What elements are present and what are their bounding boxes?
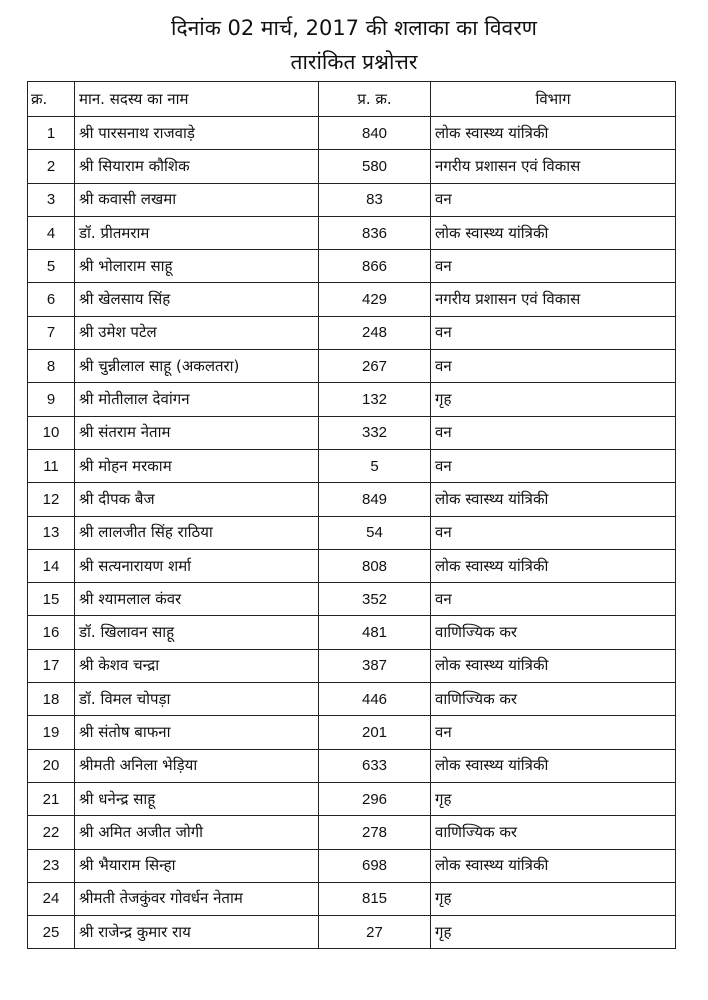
member-name-cell: श्री अमित अजीत जोगी <box>75 816 319 849</box>
department-cell: वन <box>431 316 676 349</box>
serial-cell: 11 <box>28 449 75 482</box>
department-cell: नगरीय प्रशासन एवं विकास <box>431 150 676 183</box>
member-name-cell: श्री चुन्नीलाल साहू (अकलतरा) <box>75 350 319 383</box>
member-name-cell: श्री भोलाराम साहू <box>75 250 319 283</box>
question-no-cell: 27 <box>319 916 431 949</box>
table-row <box>28 749 676 782</box>
starred-questions-table <box>27 81 676 949</box>
serial-cell: 16 <box>28 616 75 649</box>
department-cell: नगरीय प्रशासन एवं विकास <box>431 283 676 316</box>
serial-cell: 22 <box>28 816 75 849</box>
question-no-cell: 296 <box>319 782 431 815</box>
table-row <box>28 649 676 682</box>
serial-cell: 15 <box>28 583 75 616</box>
table-row <box>28 150 676 183</box>
table-row <box>28 416 676 449</box>
department-cell: गृह <box>431 916 676 949</box>
member-name-cell: श्री धनेन्द्र साहू <box>75 782 319 815</box>
table-row <box>28 882 676 915</box>
department-cell: वाणिज्यिक कर <box>431 683 676 716</box>
table-body <box>28 117 676 949</box>
serial-cell: 3 <box>28 183 75 216</box>
member-name-cell: डॉ. विमल चोपड़ा <box>75 683 319 716</box>
serial-cell: 23 <box>28 849 75 882</box>
department-cell: लोक स्वास्थ्य यांत्रिकी <box>431 749 676 782</box>
table-row <box>28 849 676 882</box>
member-name-cell: श्री केशव चन्द्रा <box>75 649 319 682</box>
department-cell: वन <box>431 449 676 482</box>
department-cell: वन <box>431 716 676 749</box>
department-cell: लोक स्वास्थ्य यांत्रिकी <box>431 649 676 682</box>
serial-cell: 17 <box>28 649 75 682</box>
table-row <box>28 283 676 316</box>
serial-cell: 13 <box>28 516 75 549</box>
department-cell: लोक स्वास्थ्य यांत्रिकी <box>431 117 676 150</box>
member-name-cell: श्रीमती अनिला भेड़िया <box>75 749 319 782</box>
department-cell: लोक स्वास्थ्य यांत्रिकी <box>431 483 676 516</box>
table-row <box>28 816 676 849</box>
table-row <box>28 616 676 649</box>
member-name-cell: श्री भैयाराम सिन्हा <box>75 849 319 882</box>
table-row <box>28 216 676 249</box>
question-no-cell: 352 <box>319 583 431 616</box>
department-cell: गृह <box>431 882 676 915</box>
member-name-cell: श्री खेलसाय सिंह <box>75 283 319 316</box>
member-name-cell: श्री मोतीलाल देवांगन <box>75 383 319 416</box>
department-cell: वन <box>431 250 676 283</box>
question-no-cell: 332 <box>319 416 431 449</box>
department-cell: लोक स्वास्थ्य यांत्रिकी <box>431 849 676 882</box>
serial-cell: 8 <box>28 350 75 383</box>
question-no-cell: 808 <box>319 549 431 582</box>
department-cell: गृह <box>431 782 676 815</box>
table-row <box>28 916 676 949</box>
department-cell: लोक स्वास्थ्य यांत्रिकी <box>431 549 676 582</box>
question-no-cell: 840 <box>319 117 431 150</box>
question-no-cell: 83 <box>319 183 431 216</box>
department-cell: वन <box>431 350 676 383</box>
department-cell: वाणिज्यिक कर <box>431 816 676 849</box>
department-cell: गृह <box>431 383 676 416</box>
table-header-row <box>28 82 676 117</box>
question-no-cell: 278 <box>319 816 431 849</box>
member-name-cell: श्री श्यामलाल कंवर <box>75 583 319 616</box>
table-row <box>28 483 676 516</box>
question-no-cell: 815 <box>319 882 431 915</box>
header-member-name: मान. सदस्य का नाम <box>75 82 319 117</box>
header-department: विभाग <box>431 82 676 117</box>
member-name-cell: श्री कवासी लखमा <box>75 183 319 216</box>
question-no-cell: 580 <box>319 150 431 183</box>
serial-cell: 12 <box>28 483 75 516</box>
table-row <box>28 716 676 749</box>
document-title: दिनांक 02 मार्च, 2017 की शलाका का विवरण <box>171 16 537 40</box>
table-row <box>28 350 676 383</box>
serial-cell: 1 <box>28 117 75 150</box>
question-no-cell: 5 <box>319 449 431 482</box>
serial-cell: 2 <box>28 150 75 183</box>
table-row <box>28 516 676 549</box>
department-cell: वन <box>431 516 676 549</box>
department-cell: वन <box>431 416 676 449</box>
member-name-cell: श्री उमेश पटेल <box>75 316 319 349</box>
department-cell: लोक स्वास्थ्य यांत्रिकी <box>431 216 676 249</box>
question-no-cell: 54 <box>319 516 431 549</box>
serial-cell: 7 <box>28 316 75 349</box>
serial-cell: 10 <box>28 416 75 449</box>
question-no-cell: 132 <box>319 383 431 416</box>
serial-cell: 18 <box>28 683 75 716</box>
serial-cell: 24 <box>28 882 75 915</box>
table-row <box>28 383 676 416</box>
question-no-cell: 446 <box>319 683 431 716</box>
serial-cell: 20 <box>28 749 75 782</box>
document-subtitle: तारांकित प्रश्नोत्तर <box>290 50 418 74</box>
member-name-cell: श्री दीपक बैज <box>75 483 319 516</box>
question-no-cell: 836 <box>319 216 431 249</box>
question-no-cell: 849 <box>319 483 431 516</box>
department-cell: वाणिज्यिक कर <box>431 616 676 649</box>
table-row <box>28 782 676 815</box>
question-no-cell: 698 <box>319 849 431 882</box>
member-name-cell: श्री पारसनाथ राजवाड़े <box>75 117 319 150</box>
question-no-cell: 429 <box>319 283 431 316</box>
member-name-cell: श्री संतराम नेताम <box>75 416 319 449</box>
serial-cell: 9 <box>28 383 75 416</box>
table-row <box>28 449 676 482</box>
question-no-cell: 866 <box>319 250 431 283</box>
table-row <box>28 250 676 283</box>
table-row <box>28 183 676 216</box>
serial-cell: 19 <box>28 716 75 749</box>
table-row <box>28 683 676 716</box>
serial-cell: 6 <box>28 283 75 316</box>
table-row <box>28 549 676 582</box>
member-name-cell: श्री लालजीत सिंह राठिया <box>75 516 319 549</box>
question-no-cell: 201 <box>319 716 431 749</box>
question-no-cell: 387 <box>319 649 431 682</box>
serial-cell: 5 <box>28 250 75 283</box>
member-name-cell: डॉ. प्रीतमराम <box>75 216 319 249</box>
department-cell: वन <box>431 183 676 216</box>
header-serial: क्र. <box>28 82 75 117</box>
serial-cell: 21 <box>28 782 75 815</box>
member-name-cell: डॉ. खिलावन साहू <box>75 616 319 649</box>
table-row <box>28 583 676 616</box>
header-question-no: प्र. क्र. <box>319 82 431 117</box>
member-name-cell: श्री संतोष बाफना <box>75 716 319 749</box>
question-no-cell: 267 <box>319 350 431 383</box>
table-row <box>28 316 676 349</box>
member-name-cell: श्री राजेन्द्र कुमार राय <box>75 916 319 949</box>
question-no-cell: 633 <box>319 749 431 782</box>
member-name-cell: श्री मोहन मरकाम <box>75 449 319 482</box>
department-cell: वन <box>431 583 676 616</box>
member-name-cell: श्री सत्यनारायण शर्मा <box>75 549 319 582</box>
serial-cell: 4 <box>28 216 75 249</box>
member-name-cell: श्री सियाराम कौशिक <box>75 150 319 183</box>
table-row <box>28 117 676 150</box>
question-no-cell: 481 <box>319 616 431 649</box>
question-no-cell: 248 <box>319 316 431 349</box>
serial-cell: 14 <box>28 549 75 582</box>
serial-cell: 25 <box>28 916 75 949</box>
member-name-cell: श्रीमती तेजकुंवर गोवर्धन नेताम <box>75 882 319 915</box>
